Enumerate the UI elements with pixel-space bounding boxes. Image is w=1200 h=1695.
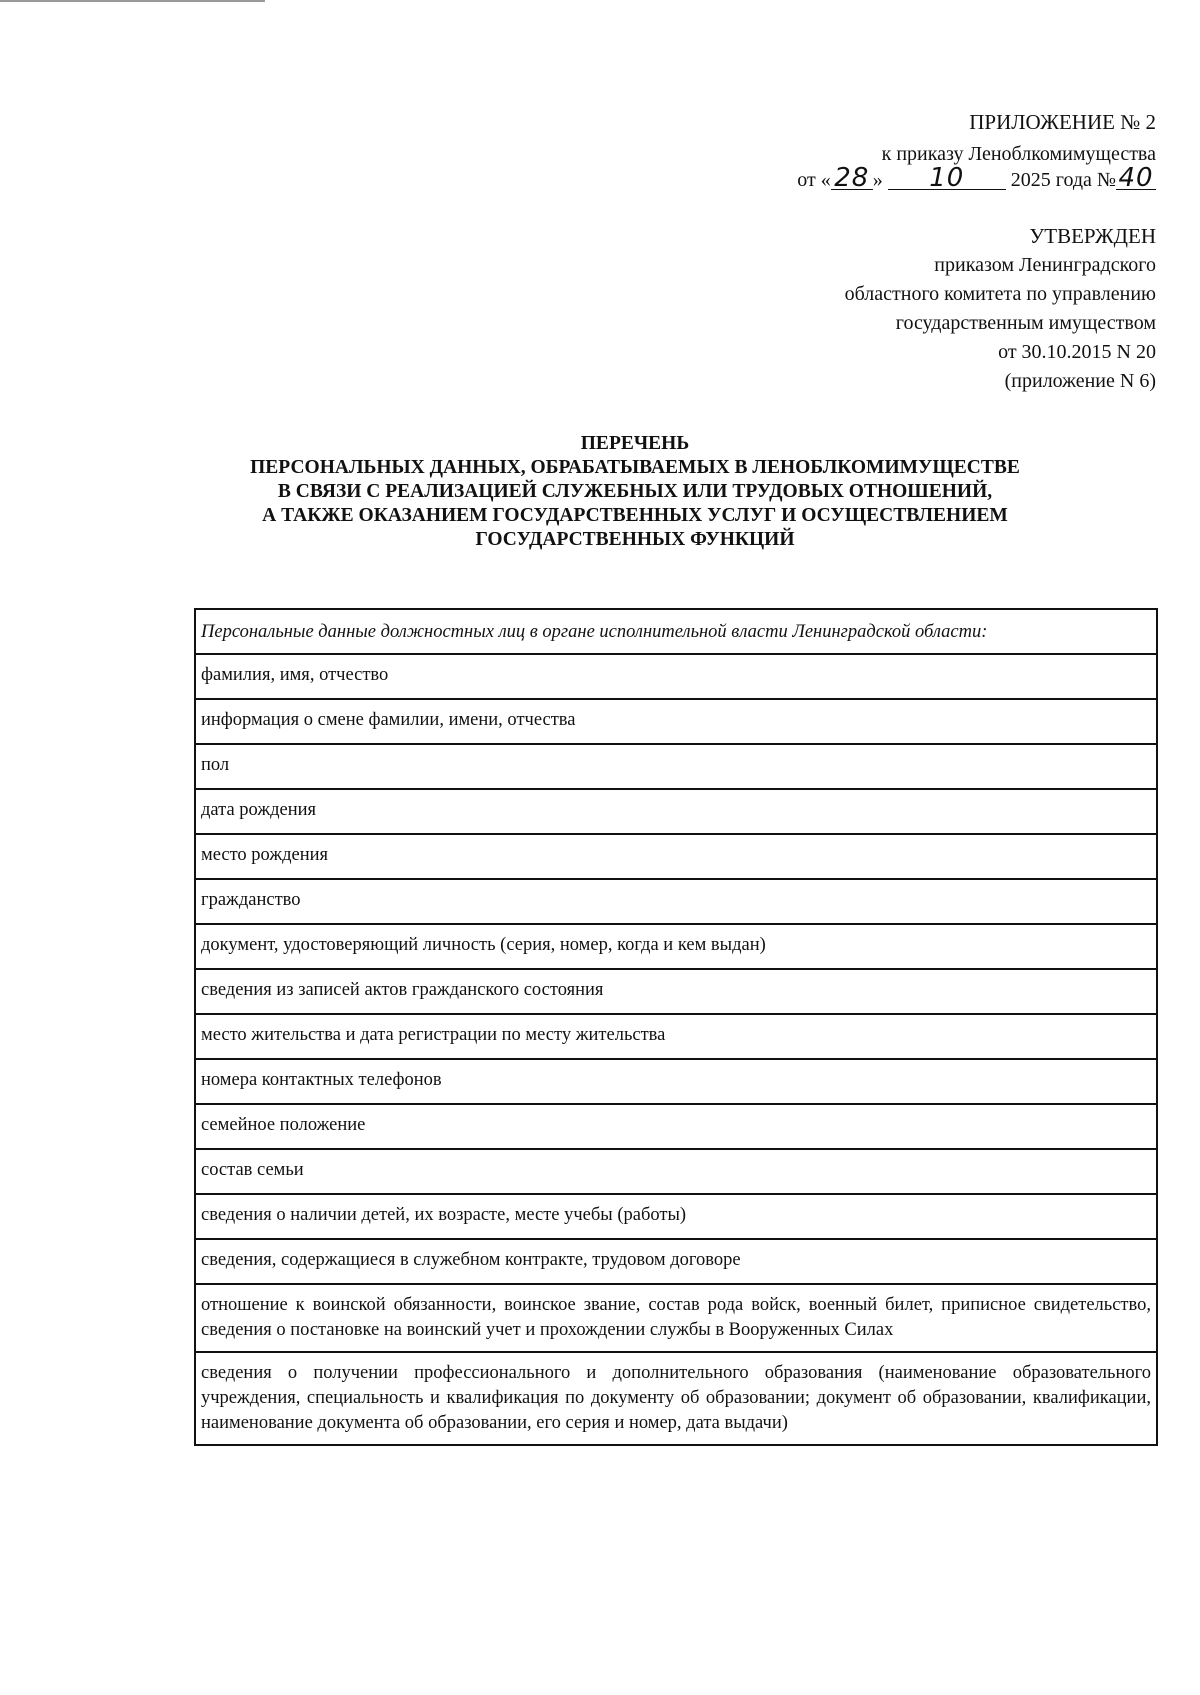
- table-header-row: [195, 609, 1157, 654]
- date-prefix: от «: [797, 169, 831, 191]
- scan-edge-mark: [0, 0, 265, 2]
- approved-line: приказом Ленинградского: [934, 254, 1156, 276]
- table-row: [195, 1014, 1157, 1059]
- table-row: [195, 1149, 1157, 1194]
- approved-line: от 30.10.2015 N 20: [998, 341, 1156, 363]
- table-row: [195, 1352, 1157, 1445]
- table-cell: сведения, содержащиеся в служебном контракте, трудовом договоре: [195, 1239, 1157, 1284]
- table-cell: сведения о получении профессионального и дополнительного образования (наименование образовательного учреждения, специальность и квалификация по документу об образовании; документ об образовании, квалификации, наименование документа об образовании, его серия и номер, дата выдачи): [195, 1352, 1157, 1445]
- title-line: В СВЯЗИ С РЕАЛИЗАЦИЕЙ СЛУЖЕБНЫХ ИЛИ ТРУДОВЫХ ОТНОШЕНИЙ,: [277, 481, 993, 502]
- table-cell: гражданство: [195, 879, 1157, 924]
- table-row: [195, 834, 1157, 879]
- table-cell: семейное положение: [195, 1104, 1157, 1149]
- table-row: [195, 1239, 1157, 1284]
- appendix-order-reference: к приказу Леноблкомимущества: [881, 143, 1156, 165]
- table-cell: номера контактных телефонов: [195, 1059, 1157, 1104]
- order-date-line: [797, 163, 1156, 194]
- table-row: [195, 1284, 1157, 1352]
- table-row: [195, 699, 1157, 744]
- appendix-title: ПРИЛОЖЕНИЕ № 2: [969, 110, 1156, 134]
- table-cell: место жительства и дата регистрации по месту жительства: [195, 1014, 1157, 1059]
- approved-line: государственным имуществом: [895, 312, 1156, 334]
- date-mid: »: [872, 169, 883, 191]
- table-row: [195, 744, 1157, 789]
- table-row: [195, 969, 1157, 1014]
- approved-line: (приложение N 6): [1004, 370, 1156, 392]
- document-title: [195, 432, 1075, 552]
- order-number: 40: [1116, 167, 1156, 190]
- table-cell: место рождения: [195, 834, 1157, 879]
- table-cell: информация о смене фамилии, имени, отчества: [195, 699, 1157, 744]
- title-line: ПЕРСОНАЛЬНЫХ ДАННЫХ, ОБРАБАТЫВАЕМЫХ В ЛЕНОБЛКОМИМУЩЕСТВЕ: [250, 457, 1020, 478]
- approved-block: [845, 222, 1156, 396]
- date-month: 10: [888, 167, 1006, 190]
- title-line: А ТАКЖЕ ОКАЗАНИЕМ ГОСУДАРСТВЕННЫХ УСЛУГ И ОСУЩЕСТВЛЕНИЕМ: [262, 505, 1008, 526]
- table-cell: сведения о наличии детей, их возрасте, месте учебы (работы): [195, 1194, 1157, 1239]
- personal-data-table: [194, 608, 1158, 1446]
- table-cell: сведения из записей актов гражданского состояния: [195, 969, 1157, 1014]
- table-row: [195, 789, 1157, 834]
- table-cell: отношение к воинской обязанности, воинское звание, состав рода войск, военный билет, приписное свидетельство, сведения о постановке на воинский учет и прохождении службы в Вооруженных Силах: [195, 1284, 1157, 1352]
- table-row: [195, 1059, 1157, 1104]
- table-cell: документ, удостоверяющий личность (серия, номер, когда и кем выдан): [195, 924, 1157, 969]
- table-row: [195, 1104, 1157, 1149]
- title-line: ГОСУДАРСТВЕННЫХ ФУНКЦИЙ: [475, 529, 795, 550]
- table-row: [195, 924, 1157, 969]
- title-line: ПЕРЕЧЕНЬ: [580, 433, 690, 454]
- table-cell: фамилия, имя, отчество: [195, 654, 1157, 699]
- approved-line: областного комитета по управлению: [844, 283, 1156, 305]
- approved-title: УТВЕРЖДЕН: [1029, 224, 1156, 248]
- date-year: 2025 года №: [1010, 169, 1116, 191]
- table-cell: пол: [195, 744, 1157, 789]
- date-day: 28: [831, 167, 873, 190]
- table-row: [195, 1194, 1157, 1239]
- table-row: [195, 879, 1157, 924]
- table-cell: дата рождения: [195, 789, 1157, 834]
- table-header-cell: Персональные данные должностных лиц в органе исполнительной власти Ленинградской области:: [195, 609, 1157, 654]
- table-row: [195, 654, 1157, 699]
- table-cell: состав семьи: [195, 1149, 1157, 1194]
